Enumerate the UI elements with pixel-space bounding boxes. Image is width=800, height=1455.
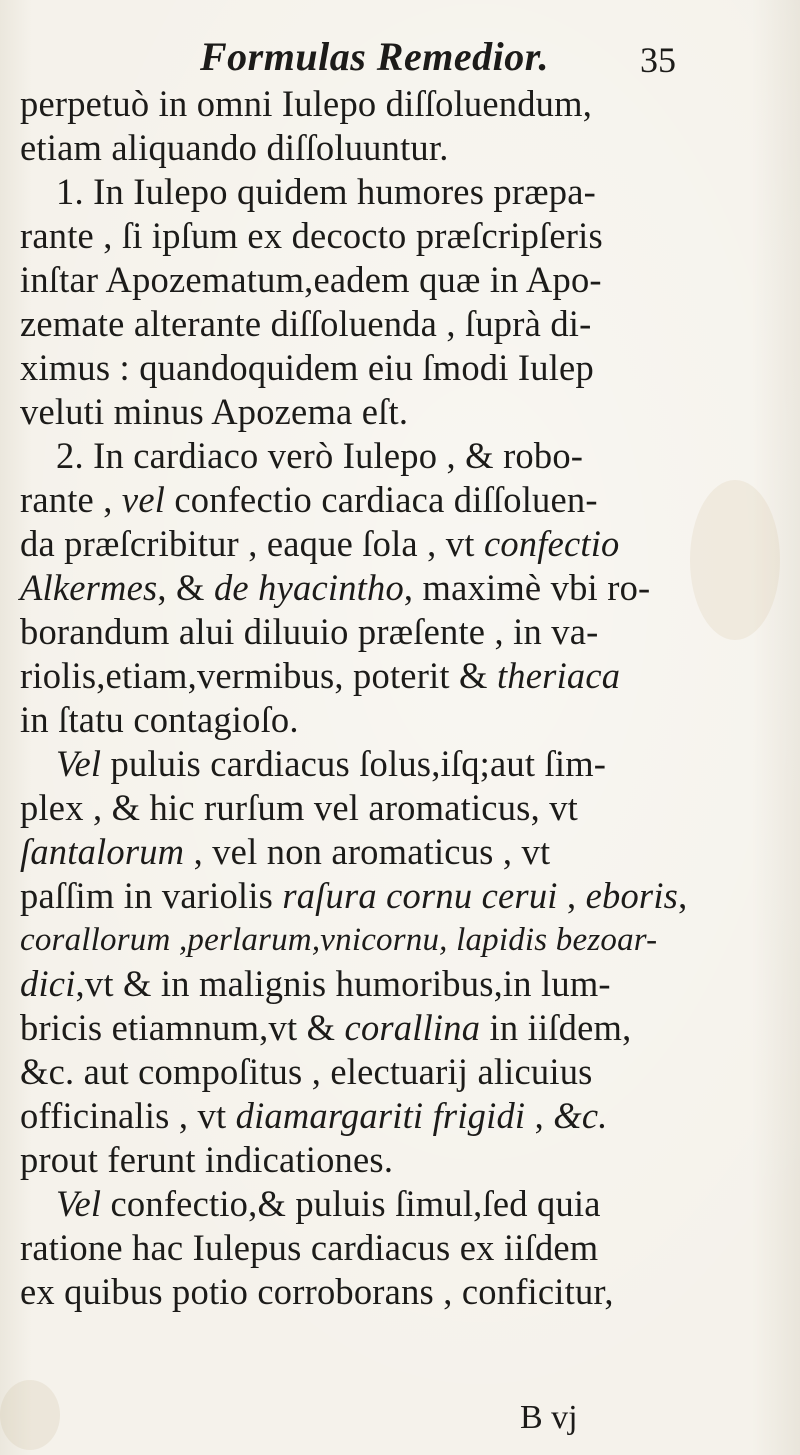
text-run: zemate alterante diſſoluenda , ſuprà di- (20, 303, 592, 344)
text-line (56, 170, 596, 214)
text-run: perpetuò in omni Iulepo diſſoluendum, (20, 83, 593, 124)
text-line (20, 214, 603, 258)
text-line (56, 434, 583, 478)
text-run: puluis cardiacus ſolus,iſq;aut ſim- (101, 743, 607, 784)
text-run: etiam aliquando diſſoluuntur. (20, 127, 449, 168)
text-line (20, 1226, 598, 1270)
text-run: confectio cardiaca diſſoluen- (165, 479, 598, 520)
text-run: 1. In Iulepo quidem humores præpa- (56, 171, 596, 212)
text-run: paſſim in variolis (20, 875, 283, 916)
text-line (20, 830, 550, 874)
italic-run: vel (121, 479, 166, 520)
text-line (20, 1138, 393, 1182)
running-head: Formulas Remedior. (200, 34, 550, 79)
text-run: da præſcribitur , eaque ſola , vt (20, 523, 484, 564)
text-run: rante , (20, 479, 122, 520)
text-run: inſtar Apozematum,eadem quæ in Apo- (20, 259, 602, 300)
text-run: ,vt & in malignis humoribus,in lum- (75, 963, 611, 1004)
text-line (20, 1050, 593, 1094)
text-run: officinalis , vt (20, 1095, 236, 1136)
text-run: riolis,etiam,vermibus, poterit & (20, 655, 497, 696)
text-line (20, 786, 578, 830)
text-run: veluti minus Apozema eſt. (20, 391, 409, 432)
text-run: , vel non aromaticus , vt (184, 831, 551, 872)
text-line (20, 874, 687, 918)
text-run: prout ferunt indicationes. (20, 1139, 394, 1180)
text-line (20, 82, 592, 126)
text-line (20, 258, 602, 302)
text-run: &c. aut compoſitus , electuarij alicuius (20, 1051, 593, 1092)
text-line (20, 1094, 608, 1138)
italic-run: Vel (56, 1183, 102, 1224)
text-line (20, 654, 620, 698)
text-run: ximus : quandoquidem eiu ſmodi Iulep (20, 347, 594, 388)
text-line (20, 566, 650, 610)
italic-run: eboris (585, 875, 679, 916)
text-line (20, 346, 594, 390)
text-run: ex quibus potio corroborans , conficitur, (20, 1271, 614, 1312)
text-line (20, 478, 598, 522)
italic-run: corallorum ,perlarum,vnicornu, lapidis bezoar- (20, 922, 658, 958)
page-number: 35 (640, 40, 676, 80)
text-run: , (557, 875, 586, 916)
text-run: ratione hac Iulepus cardiacus ex iiſdem (20, 1227, 599, 1268)
text-run: , (678, 875, 688, 916)
text-run: , (525, 1095, 554, 1136)
text-run: , maximè vbi ro- (403, 567, 651, 608)
paper-stain (690, 480, 780, 640)
text-run: rante , ſi ipſum ex decocto præſcripſeris (20, 215, 603, 256)
text-line (20, 522, 620, 566)
paper-stain (0, 1380, 60, 1450)
text-line (20, 126, 449, 170)
signature-mark: B vj (520, 1399, 578, 1436)
italic-run: Alkermes (20, 567, 158, 608)
text-line (20, 918, 657, 962)
text-run: plex , & hic rurſum vel aromaticus, vt (20, 787, 579, 828)
italic-run: diamargariti frigidi (235, 1095, 526, 1136)
page-header (0, 32, 800, 82)
text-line (56, 1182, 601, 1226)
text-line (56, 742, 606, 786)
text-line (20, 390, 408, 434)
text-line (20, 1006, 631, 1050)
text-line (20, 1270, 614, 1314)
italic-run: de hyacintho (213, 567, 404, 608)
text-line (20, 962, 611, 1006)
italic-run: &c. (553, 1095, 608, 1136)
italic-run: raſura cornu cerui (282, 875, 558, 916)
text-run: confectio,& puluis ſimul,ſed quia (101, 1183, 601, 1224)
text-run: borandum alui diluuio præſente , in va- (20, 611, 599, 652)
italic-run: corallina (344, 1007, 481, 1048)
text-run: in ſtatu contagioſo. (20, 699, 299, 740)
italic-run: Vel (56, 743, 102, 784)
italic-run: dici (20, 963, 76, 1004)
italic-run: theriaca (496, 655, 621, 696)
italic-run: ſantalorum (20, 831, 185, 872)
text-run: in iiſdem, (480, 1007, 632, 1048)
text-run: , & (157, 567, 214, 608)
italic-run: confectio (483, 523, 620, 564)
text-run: 2. In cardiaco verò Iulepo , & robo- (56, 435, 584, 476)
text-line (20, 610, 599, 654)
text-line (20, 302, 591, 346)
text-run: bricis etiamnum,vt & (20, 1007, 345, 1048)
text-line (20, 698, 299, 742)
